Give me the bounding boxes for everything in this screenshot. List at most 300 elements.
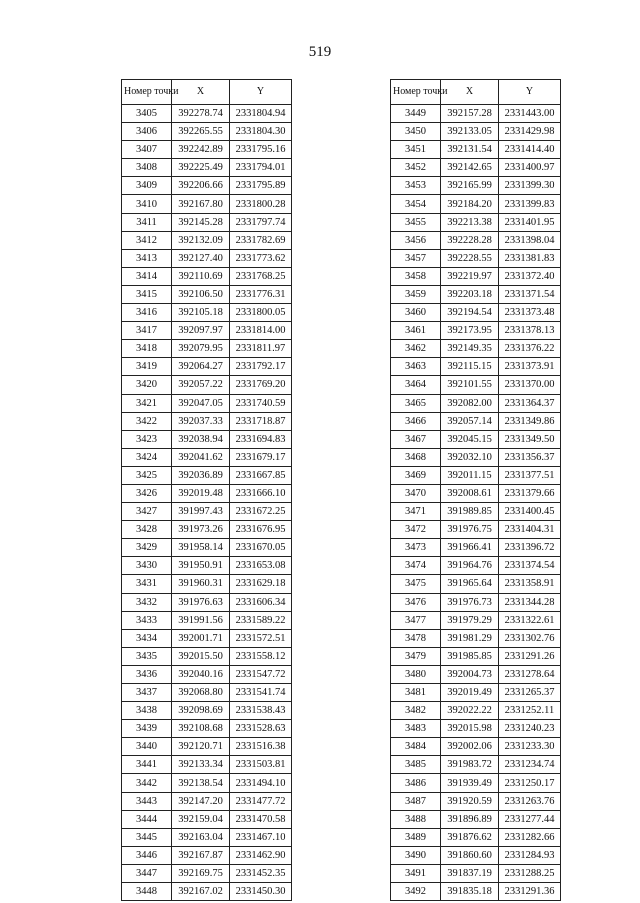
cell-point-number: 3478 xyxy=(391,629,441,647)
cell-y: 2331399.83 xyxy=(499,195,561,213)
cell-y: 2331349.86 xyxy=(499,412,561,430)
cell-y: 2331547.72 xyxy=(230,665,292,683)
cell-x: 391989.85 xyxy=(441,503,499,521)
cell-y: 2331378.13 xyxy=(499,322,561,340)
cell-x: 392147.20 xyxy=(172,792,230,810)
cell-x: 392064.27 xyxy=(172,358,230,376)
cell-x: 392127.40 xyxy=(172,249,230,267)
cell-y: 2331240.23 xyxy=(499,720,561,738)
cell-x: 392015.50 xyxy=(172,647,230,665)
cell-y: 2331404.31 xyxy=(499,521,561,539)
cell-x: 392110.69 xyxy=(172,267,230,285)
header-x: X xyxy=(441,80,499,105)
cell-point-number: 3482 xyxy=(391,702,441,720)
cell-x: 392163.04 xyxy=(172,828,230,846)
table-row xyxy=(122,828,292,846)
cell-y: 2331344.28 xyxy=(499,593,561,611)
cell-x: 392133.34 xyxy=(172,756,230,774)
cell-point-number: 3432 xyxy=(122,593,172,611)
cell-x: 392004.73 xyxy=(441,665,499,683)
cell-point-number: 3483 xyxy=(391,720,441,738)
cell-x: 392194.54 xyxy=(441,304,499,322)
cell-y: 2331374.54 xyxy=(499,557,561,575)
cell-point-number: 3487 xyxy=(391,792,441,810)
cell-y: 2331667.85 xyxy=(230,466,292,484)
cell-x: 392228.55 xyxy=(441,249,499,267)
table-row xyxy=(391,521,561,539)
table-row xyxy=(122,141,292,159)
cell-point-number: 3452 xyxy=(391,159,441,177)
table-row xyxy=(122,756,292,774)
cell-point-number: 3416 xyxy=(122,304,172,322)
table-row xyxy=(391,792,561,810)
table-row xyxy=(122,195,292,213)
table-row xyxy=(122,322,292,340)
cell-point-number: 3488 xyxy=(391,810,441,828)
table-row xyxy=(122,466,292,484)
cell-point-number: 3413 xyxy=(122,249,172,267)
cell-y: 2331429.98 xyxy=(499,123,561,141)
table-row xyxy=(391,466,561,484)
cell-point-number: 3444 xyxy=(122,810,172,828)
cell-point-number: 3445 xyxy=(122,828,172,846)
table-row xyxy=(391,756,561,774)
cell-y: 2331462.90 xyxy=(230,846,292,864)
cell-x: 392149.35 xyxy=(441,340,499,358)
table-row xyxy=(122,484,292,502)
cell-point-number: 3476 xyxy=(391,593,441,611)
table-row xyxy=(391,720,561,738)
table-row xyxy=(122,304,292,322)
cell-x: 392225.49 xyxy=(172,159,230,177)
cell-y: 2331795.89 xyxy=(230,177,292,195)
cell-point-number: 3479 xyxy=(391,647,441,665)
cell-y: 2331381.83 xyxy=(499,249,561,267)
cell-point-number: 3471 xyxy=(391,503,441,521)
cell-point-number: 3435 xyxy=(122,647,172,665)
cell-x: 392040.16 xyxy=(172,665,230,683)
cell-point-number: 3419 xyxy=(122,358,172,376)
table-body-left xyxy=(122,105,292,901)
table-row xyxy=(122,720,292,738)
cell-y: 2331291.26 xyxy=(499,647,561,665)
cell-point-number: 3468 xyxy=(391,448,441,466)
cell-point-number: 3473 xyxy=(391,539,441,557)
cell-x: 392011.15 xyxy=(441,466,499,484)
cell-point-number: 3407 xyxy=(122,141,172,159)
cell-point-number: 3405 xyxy=(122,105,172,123)
cell-y: 2331414.40 xyxy=(499,141,561,159)
cell-point-number: 3442 xyxy=(122,774,172,792)
cell-y: 2331234.74 xyxy=(499,756,561,774)
cell-x: 392106.50 xyxy=(172,285,230,303)
table-row xyxy=(391,394,561,412)
cell-point-number: 3438 xyxy=(122,702,172,720)
cell-x: 392015.98 xyxy=(441,720,499,738)
cell-x: 391920.59 xyxy=(441,792,499,810)
table-row xyxy=(122,774,292,792)
table-row xyxy=(122,883,292,901)
cell-y: 2331572.51 xyxy=(230,629,292,647)
table-row xyxy=(122,810,292,828)
cell-point-number: 3423 xyxy=(122,430,172,448)
cell-x: 391965.64 xyxy=(441,575,499,593)
cell-y: 2331769.20 xyxy=(230,376,292,394)
cell-y: 2331263.76 xyxy=(499,792,561,810)
table-row xyxy=(391,123,561,141)
cell-point-number: 3454 xyxy=(391,195,441,213)
cell-x: 392038.94 xyxy=(172,430,230,448)
cell-x: 392002.06 xyxy=(441,738,499,756)
cell-x: 392169.75 xyxy=(172,864,230,882)
table-row xyxy=(122,792,292,810)
table-row xyxy=(122,647,292,665)
cell-x: 392036.89 xyxy=(172,466,230,484)
cell-y: 2331443.00 xyxy=(499,105,561,123)
table-row xyxy=(391,322,561,340)
table-row xyxy=(391,539,561,557)
cell-point-number: 3465 xyxy=(391,394,441,412)
cell-point-number: 3418 xyxy=(122,340,172,358)
table-row xyxy=(122,267,292,285)
cell-x: 392278.74 xyxy=(172,105,230,123)
cell-y: 2331666.10 xyxy=(230,484,292,502)
header-y: Y xyxy=(230,80,292,105)
cell-point-number: 3466 xyxy=(391,412,441,430)
cell-point-number: 3433 xyxy=(122,611,172,629)
cell-point-number: 3459 xyxy=(391,285,441,303)
cell-x: 391876.62 xyxy=(441,828,499,846)
cell-x: 392041.62 xyxy=(172,448,230,466)
table-row xyxy=(122,159,292,177)
table-row xyxy=(122,285,292,303)
cell-x: 392037.33 xyxy=(172,412,230,430)
cell-point-number: 3420 xyxy=(122,376,172,394)
cell-y: 2331503.81 xyxy=(230,756,292,774)
cell-point-number: 3427 xyxy=(122,503,172,521)
cell-y: 2331606.34 xyxy=(230,593,292,611)
table-row xyxy=(391,611,561,629)
table-row xyxy=(122,394,292,412)
cell-x: 392032.10 xyxy=(441,448,499,466)
cell-y: 2331558.12 xyxy=(230,647,292,665)
cell-x: 392108.68 xyxy=(172,720,230,738)
cell-y: 2331373.48 xyxy=(499,304,561,322)
table-row xyxy=(391,249,561,267)
cell-y: 2331450.30 xyxy=(230,883,292,901)
cell-y: 2331233.30 xyxy=(499,738,561,756)
table-row xyxy=(122,430,292,448)
cell-y: 2331718.87 xyxy=(230,412,292,430)
cell-point-number: 3480 xyxy=(391,665,441,683)
table-row xyxy=(122,611,292,629)
cell-x: 392068.80 xyxy=(172,684,230,702)
cell-y: 2331653.08 xyxy=(230,557,292,575)
cell-y: 2331284.93 xyxy=(499,846,561,864)
cell-y: 2331373.91 xyxy=(499,358,561,376)
cell-point-number: 3458 xyxy=(391,267,441,285)
table-row xyxy=(391,629,561,647)
cell-y: 2331349.50 xyxy=(499,430,561,448)
cell-point-number: 3486 xyxy=(391,774,441,792)
table-row xyxy=(122,231,292,249)
cell-point-number: 3461 xyxy=(391,322,441,340)
table-row xyxy=(391,503,561,521)
cell-x: 392167.02 xyxy=(172,883,230,901)
table-row xyxy=(391,846,561,864)
cell-x: 392213.38 xyxy=(441,213,499,231)
table-row xyxy=(122,340,292,358)
cell-x: 391981.29 xyxy=(441,629,499,647)
cell-y: 2331400.45 xyxy=(499,503,561,521)
cell-point-number: 3422 xyxy=(122,412,172,430)
cell-x: 391958.14 xyxy=(172,539,230,557)
cell-x: 391991.56 xyxy=(172,611,230,629)
cell-y: 2331377.51 xyxy=(499,466,561,484)
table-row xyxy=(391,213,561,231)
cell-y: 2331694.83 xyxy=(230,430,292,448)
header-y: Y xyxy=(499,80,561,105)
cell-x: 391985.85 xyxy=(441,647,499,665)
table-row xyxy=(391,575,561,593)
table-row xyxy=(391,702,561,720)
table-row xyxy=(122,358,292,376)
cell-x: 392228.28 xyxy=(441,231,499,249)
cell-point-number: 3492 xyxy=(391,883,441,901)
cell-y: 2331794.01 xyxy=(230,159,292,177)
table-row xyxy=(391,738,561,756)
table-row xyxy=(122,575,292,593)
cell-x: 392101.55 xyxy=(441,376,499,394)
table-row xyxy=(391,412,561,430)
table-row xyxy=(122,412,292,430)
cell-x: 392022.22 xyxy=(441,702,499,720)
cell-x: 392131.54 xyxy=(441,141,499,159)
cell-x: 392142.65 xyxy=(441,159,499,177)
table-row xyxy=(122,702,292,720)
table-row xyxy=(122,665,292,683)
cell-x: 392045.15 xyxy=(441,430,499,448)
cell-x: 391979.29 xyxy=(441,611,499,629)
cell-point-number: 3481 xyxy=(391,684,441,702)
cell-point-number: 3426 xyxy=(122,484,172,502)
cell-y: 2331401.95 xyxy=(499,213,561,231)
cell-x: 392132.09 xyxy=(172,231,230,249)
table-row xyxy=(391,285,561,303)
table-row xyxy=(122,684,292,702)
cell-y: 2331811.97 xyxy=(230,340,292,358)
cell-y: 2331528.63 xyxy=(230,720,292,738)
cell-point-number: 3408 xyxy=(122,159,172,177)
cell-y: 2331376.22 xyxy=(499,340,561,358)
cell-x: 392120.71 xyxy=(172,738,230,756)
cell-y: 2331288.25 xyxy=(499,864,561,882)
table-row xyxy=(391,883,561,901)
table-row xyxy=(122,557,292,575)
cell-point-number: 3431 xyxy=(122,575,172,593)
cell-y: 2331670.05 xyxy=(230,539,292,557)
cell-y: 2331278.64 xyxy=(499,665,561,683)
cell-x: 391964.76 xyxy=(441,557,499,575)
cell-y: 2331477.72 xyxy=(230,792,292,810)
cell-point-number: 3456 xyxy=(391,231,441,249)
cell-y: 2331672.25 xyxy=(230,503,292,521)
table-row xyxy=(122,521,292,539)
cell-y: 2331541.74 xyxy=(230,684,292,702)
table-row xyxy=(391,376,561,394)
cell-point-number: 3409 xyxy=(122,177,172,195)
cell-x: 392079.95 xyxy=(172,340,230,358)
cell-x: 392145.28 xyxy=(172,213,230,231)
cell-point-number: 3485 xyxy=(391,756,441,774)
header-point-number: Номер точки xyxy=(391,80,441,105)
cell-y: 2331291.36 xyxy=(499,883,561,901)
header-point-number: Номер точки xyxy=(122,80,172,105)
cell-x: 392105.18 xyxy=(172,304,230,322)
cell-y: 2331396.72 xyxy=(499,539,561,557)
cell-x: 392165.99 xyxy=(441,177,499,195)
cell-point-number: 3469 xyxy=(391,466,441,484)
cell-y: 2331467.10 xyxy=(230,828,292,846)
cell-x: 392265.55 xyxy=(172,123,230,141)
cell-x: 392115.15 xyxy=(441,358,499,376)
cell-point-number: 3443 xyxy=(122,792,172,810)
cell-y: 2331494.10 xyxy=(230,774,292,792)
cell-y: 2331795.16 xyxy=(230,141,292,159)
cell-y: 2331358.91 xyxy=(499,575,561,593)
cell-y: 2331265.37 xyxy=(499,684,561,702)
cell-x: 392019.49 xyxy=(441,684,499,702)
cell-x: 392008.61 xyxy=(441,484,499,502)
header-x: X xyxy=(172,80,230,105)
table-row xyxy=(391,430,561,448)
cell-y: 2331370.00 xyxy=(499,376,561,394)
cell-point-number: 3425 xyxy=(122,466,172,484)
cell-point-number: 3455 xyxy=(391,213,441,231)
cell-point-number: 3415 xyxy=(122,285,172,303)
cell-x: 391837.19 xyxy=(441,864,499,882)
cell-y: 2331250.17 xyxy=(499,774,561,792)
cell-y: 2331470.58 xyxy=(230,810,292,828)
cell-y: 2331800.28 xyxy=(230,195,292,213)
cell-point-number: 3490 xyxy=(391,846,441,864)
coordinates-table-left xyxy=(121,79,292,901)
cell-point-number: 3464 xyxy=(391,376,441,394)
cell-point-number: 3484 xyxy=(391,738,441,756)
cell-point-number: 3414 xyxy=(122,267,172,285)
cell-point-number: 3439 xyxy=(122,720,172,738)
cell-y: 2331768.25 xyxy=(230,267,292,285)
cell-point-number: 3448 xyxy=(122,883,172,901)
cell-point-number: 3460 xyxy=(391,304,441,322)
cell-y: 2331398.04 xyxy=(499,231,561,249)
cell-point-number: 3406 xyxy=(122,123,172,141)
table-row xyxy=(391,231,561,249)
cell-y: 2331804.30 xyxy=(230,123,292,141)
table-row xyxy=(391,448,561,466)
cell-x: 391976.75 xyxy=(441,521,499,539)
table-row xyxy=(122,213,292,231)
cell-x: 392082.00 xyxy=(441,394,499,412)
cell-y: 2331399.30 xyxy=(499,177,561,195)
cell-point-number: 3450 xyxy=(391,123,441,141)
cell-x: 392138.54 xyxy=(172,774,230,792)
cell-point-number: 3467 xyxy=(391,430,441,448)
table-row xyxy=(122,249,292,267)
cell-x: 392097.97 xyxy=(172,322,230,340)
table-row xyxy=(122,123,292,141)
cell-y: 2331804.94 xyxy=(230,105,292,123)
cell-x: 391976.63 xyxy=(172,593,230,611)
cell-y: 2331277.44 xyxy=(499,810,561,828)
cell-x: 392057.22 xyxy=(172,376,230,394)
cell-x: 391976.73 xyxy=(441,593,499,611)
cell-x: 392219.97 xyxy=(441,267,499,285)
table-row xyxy=(391,665,561,683)
cell-point-number: 3424 xyxy=(122,448,172,466)
table-row xyxy=(391,141,561,159)
cell-x: 392019.48 xyxy=(172,484,230,502)
cell-point-number: 3451 xyxy=(391,141,441,159)
cell-point-number: 3470 xyxy=(391,484,441,502)
table-row xyxy=(391,593,561,611)
table-row xyxy=(391,304,561,322)
cell-x: 391950.91 xyxy=(172,557,230,575)
cell-point-number: 3436 xyxy=(122,665,172,683)
table-row xyxy=(122,376,292,394)
table-row xyxy=(122,846,292,864)
cell-point-number: 3430 xyxy=(122,557,172,575)
cell-point-number: 3463 xyxy=(391,358,441,376)
cell-y: 2331792.17 xyxy=(230,358,292,376)
table-row xyxy=(122,448,292,466)
cell-y: 2331629.18 xyxy=(230,575,292,593)
cell-point-number: 3491 xyxy=(391,864,441,882)
cell-x: 391983.72 xyxy=(441,756,499,774)
cell-x: 392203.18 xyxy=(441,285,499,303)
cell-x: 392001.71 xyxy=(172,629,230,647)
table-row xyxy=(391,647,561,665)
cell-y: 2331814.00 xyxy=(230,322,292,340)
cell-point-number: 3489 xyxy=(391,828,441,846)
cell-x: 392057.14 xyxy=(441,412,499,430)
cell-point-number: 3447 xyxy=(122,864,172,882)
cell-point-number: 3474 xyxy=(391,557,441,575)
page-number: 519 xyxy=(308,44,332,60)
cell-point-number: 3449 xyxy=(391,105,441,123)
cell-x: 392157.28 xyxy=(441,105,499,123)
cell-y: 2331782.69 xyxy=(230,231,292,249)
cell-x: 391973.26 xyxy=(172,521,230,539)
table-row xyxy=(391,340,561,358)
table-row xyxy=(122,177,292,195)
cell-x: 391960.31 xyxy=(172,575,230,593)
cell-y: 2331516.38 xyxy=(230,738,292,756)
cell-x: 392159.04 xyxy=(172,810,230,828)
cell-y: 2331740.59 xyxy=(230,394,292,412)
cell-y: 2331538.43 xyxy=(230,702,292,720)
cell-y: 2331776.31 xyxy=(230,285,292,303)
table-row xyxy=(122,738,292,756)
cell-y: 2331452.35 xyxy=(230,864,292,882)
cell-point-number: 3477 xyxy=(391,611,441,629)
cell-point-number: 3441 xyxy=(122,756,172,774)
table-row xyxy=(391,105,561,123)
cell-point-number: 3412 xyxy=(122,231,172,249)
table-row xyxy=(122,503,292,521)
cell-point-number: 3475 xyxy=(391,575,441,593)
cell-x: 391997.43 xyxy=(172,503,230,521)
